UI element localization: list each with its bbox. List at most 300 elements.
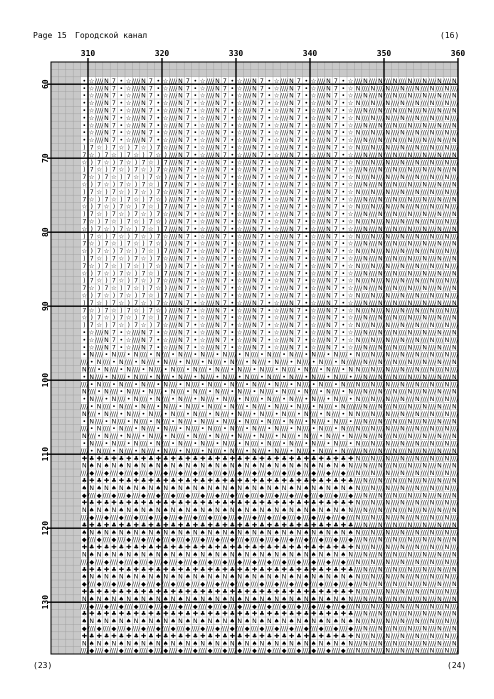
stitch-symbol: ♠ <box>119 596 125 603</box>
stitch-symbol: //// <box>354 211 363 218</box>
stitch-symbol: • <box>341 174 345 181</box>
stitch-symbol: N <box>437 359 442 366</box>
stitch-symbol: ♣ <box>274 522 280 529</box>
stitch-symbol: N <box>230 551 235 558</box>
stitch-symbol: //// <box>132 78 141 85</box>
stitch-symbol: ☆ <box>104 226 110 233</box>
stitch-symbol: N <box>378 625 383 632</box>
stitch-symbol: ✚ <box>230 455 235 462</box>
stitch-symbol: //// <box>428 492 437 499</box>
stitch-symbol: ☆ <box>237 337 243 344</box>
stitch-symbol: • <box>193 418 197 425</box>
stitch-symbol: N <box>348 463 353 470</box>
stitch-symbol: ◆ <box>97 492 102 499</box>
stitch-symbol: ☆ <box>348 329 354 336</box>
stitch-symbol: //// <box>236 625 245 632</box>
stitch-symbol: N <box>415 337 420 344</box>
stitch-symbol: //// <box>413 344 422 351</box>
stitch-symbol: //// <box>443 374 452 381</box>
stitch-symbol: ☆ <box>200 78 206 85</box>
stitch-symbol: //// <box>88 581 97 588</box>
stitch-symbol: N <box>371 648 376 655</box>
stitch-symbol: N <box>200 374 205 381</box>
stitch-symbol: //// <box>339 418 348 425</box>
stitch-symbol: ◆ <box>200 625 205 632</box>
stitch-symbol: //// <box>421 130 430 137</box>
stitch-symbol: N <box>223 396 228 403</box>
stitch-symbol: N <box>408 566 413 573</box>
stitch-symbol: ♠ <box>119 463 125 470</box>
stitch-symbol: //// <box>95 396 104 403</box>
stitch-symbol: ♣ <box>281 500 287 507</box>
stitch-symbol: • <box>267 189 271 196</box>
stitch-symbol: ♣ <box>267 455 273 462</box>
stitch-symbol: ☆ <box>89 218 95 225</box>
stitch-symbol: //// <box>428 329 437 336</box>
stitch-symbol: ✚ <box>134 611 139 618</box>
stitch-symbol: ✚ <box>296 611 301 618</box>
stitch-symbol: • <box>119 107 123 114</box>
stitch-symbol: ◆ <box>193 470 198 477</box>
stitch-symbol: • <box>223 403 227 410</box>
stitch-symbol: //// <box>280 300 289 307</box>
stitch-symbol: N <box>363 403 368 410</box>
stitch-symbol: N <box>104 618 109 625</box>
stitch-symbol: //// <box>339 440 348 447</box>
stitch-symbol: N <box>341 403 346 410</box>
stitch-symbol: 7 <box>334 278 338 285</box>
stitch-symbol: N <box>378 93 383 100</box>
stitch-symbol: • <box>290 426 294 433</box>
stitch-symbol: ✚ <box>97 500 102 507</box>
stitch-symbol: 7 <box>223 270 227 277</box>
stitch-symbol: • <box>112 359 116 366</box>
stitch-symbol: ☆ <box>119 233 125 240</box>
stitch-symbol: 7 <box>156 144 160 151</box>
stitch-symbol: //// <box>421 455 430 462</box>
stitch-symbol: ◆ <box>141 537 146 544</box>
stitch-symbol: //// <box>384 448 393 455</box>
stitch-symbol: //// <box>206 122 215 129</box>
stitch-symbol: • <box>230 433 234 440</box>
stitch-symbol: • <box>304 107 308 114</box>
stitch-symbol: ) <box>120 152 122 159</box>
stitch-symbol: //// <box>413 507 422 514</box>
stitch-symbol: //// <box>95 514 104 521</box>
stitch-symbol: N <box>304 596 309 603</box>
stitch-symbol: ☆ <box>104 204 110 211</box>
stitch-symbol: N <box>356 500 361 507</box>
stitch-symbol: //// <box>406 204 415 211</box>
stitch-symbol: ☆ <box>163 137 169 144</box>
stitch-symbol: • <box>304 241 308 248</box>
stitch-symbol: N <box>422 522 427 529</box>
stitch-symbol: ◆ <box>200 537 205 544</box>
stitch-symbol: N <box>415 248 420 255</box>
row-label: 130 <box>41 595 50 610</box>
stitch-symbol: N <box>104 344 109 351</box>
stitch-symbol: //// <box>391 352 400 359</box>
stitch-symbol: //// <box>176 581 185 588</box>
stitch-symbol: N <box>385 603 390 610</box>
stitch-symbol: //// <box>280 322 289 329</box>
stitch-symbol: ☆ <box>111 285 117 292</box>
stitch-symbol: //// <box>95 352 104 359</box>
stitch-symbol: • <box>230 204 234 211</box>
stitch-symbol: N <box>193 485 198 492</box>
stitch-symbol: N <box>200 551 205 558</box>
stitch-symbol: //// <box>147 625 156 632</box>
stitch-symbol: ◆ <box>252 559 257 566</box>
stitch-symbol: N <box>371 559 376 566</box>
stitch-symbol: • <box>127 418 131 425</box>
stitch-symbol: ☆ <box>348 233 354 240</box>
stitch-symbol: ◆ <box>149 514 154 521</box>
stitch-symbol: ☆ <box>274 241 280 248</box>
stitch-symbol: N <box>289 107 294 114</box>
stitch-symbol: ☆ <box>156 285 162 292</box>
stitch-symbol: //// <box>384 93 393 100</box>
stitch-symbol: //// <box>391 218 400 225</box>
stitch-symbol: N <box>319 596 324 603</box>
stitch-symbol: • <box>193 107 197 114</box>
stitch-symbol: //// <box>110 514 119 521</box>
stitch-symbol: //// <box>280 137 289 144</box>
stitch-symbol: N <box>371 263 376 270</box>
stitch-symbol: //// <box>347 559 356 566</box>
stitch-symbol: N <box>334 418 339 425</box>
stitch-symbol: N <box>89 529 94 536</box>
stitch-symbol: ♠ <box>96 485 102 492</box>
stitch-symbol: //// <box>384 270 393 277</box>
stitch-symbol: • <box>304 137 308 144</box>
stitch-symbol: N <box>178 78 183 85</box>
stitch-symbol: ☆ <box>274 337 280 344</box>
stitch-symbol: N <box>178 618 183 625</box>
stitch-symbol: ◆ <box>178 603 183 610</box>
stitch-symbol: N <box>445 189 450 196</box>
stitch-symbol: ♣ <box>126 611 132 618</box>
stitch-symbol: ☆ <box>82 248 88 255</box>
stitch-symbol: N <box>252 270 257 277</box>
stitch-symbol: N <box>371 204 376 211</box>
stitch-symbol: N <box>408 403 413 410</box>
stitch-symbol: //// <box>147 403 156 410</box>
stitch-symbol: • <box>327 352 331 359</box>
stitch-symbol: ◆ <box>341 559 346 566</box>
stitch-symbol: N <box>371 233 376 240</box>
stitch-symbol: ♣ <box>318 477 324 484</box>
stitch-symbol: ☆ <box>274 218 280 225</box>
stitch-symbol: N <box>452 107 457 114</box>
stitch-symbol: ☆ <box>163 100 169 107</box>
stitch-symbol: //// <box>243 78 252 85</box>
stitch-symbol: 7 <box>223 159 227 166</box>
stitch-symbol: N <box>415 603 420 610</box>
stitch-symbol: N <box>378 492 383 499</box>
stitch-symbol: ♣ <box>259 611 265 618</box>
stitch-symbol: N <box>230 426 235 433</box>
stitch-symbol: ☆ <box>200 292 206 299</box>
stitch-symbol: ✚ <box>348 588 353 595</box>
stitch-symbol: 7 <box>186 130 190 137</box>
stitch-symbol: ♣ <box>267 588 273 595</box>
stitch-symbol: ♣ <box>185 566 191 573</box>
stitch-symbol: ) <box>150 189 152 196</box>
stitch-symbol: //// <box>102 625 111 632</box>
stitch-symbol: ✚ <box>185 588 190 595</box>
stitch-symbol: //// <box>243 411 252 418</box>
stitch-symbol: N <box>452 285 457 292</box>
stitch-symbol: ☆ <box>311 263 317 270</box>
stitch-symbol: ♠ <box>326 551 332 558</box>
stitch-symbol: 7 <box>223 241 227 248</box>
stitch-symbol: //// <box>391 381 400 388</box>
stitch-symbol: ☆ <box>348 204 354 211</box>
stitch-symbol: //// <box>406 411 415 418</box>
stitch-symbol: //// <box>117 396 126 403</box>
stitch-symbol: ♣ <box>348 522 354 529</box>
stitch-symbol: N <box>297 381 302 388</box>
stitch-symbol: N <box>326 218 331 225</box>
stitch-symbol: 7 <box>127 196 131 203</box>
stitch-symbol: N <box>82 507 87 514</box>
stitch-symbol: ◆ <box>134 514 139 521</box>
stitch-symbol: 7 <box>134 189 138 196</box>
stitch-symbol: //// <box>435 248 444 255</box>
stitch-symbol: N <box>422 241 427 248</box>
stitch-symbol: 7 <box>223 204 227 211</box>
stitch-symbol: //// <box>125 359 134 366</box>
stitch-symbol: N <box>408 477 413 484</box>
stitch-symbol: • <box>156 329 160 336</box>
stitch-symbol: N <box>215 344 220 351</box>
stitch-symbol: N <box>356 529 361 536</box>
stitch-symbol: • <box>112 448 116 455</box>
stitch-symbol: • <box>82 115 86 122</box>
stitch-symbol: //// <box>243 603 252 610</box>
stitch-symbol: ◆ <box>104 470 109 477</box>
stitch-symbol: N <box>400 500 405 507</box>
stitch-symbol: //// <box>428 78 437 85</box>
stitch-symbol: N <box>178 574 183 581</box>
stitch-symbol: ✚ <box>282 566 287 573</box>
stitch-symbol: //// <box>317 144 326 151</box>
stitch-symbol: N <box>223 418 228 425</box>
stitch-symbol: //// <box>435 174 444 181</box>
stitch-symbol: • <box>267 107 271 114</box>
stitch-symbol: N <box>186 381 191 388</box>
stitch-symbol: N <box>297 529 302 536</box>
stitch-symbol: ) <box>120 196 122 203</box>
stitch-symbol: //// <box>169 122 178 129</box>
stitch-symbol: N <box>452 300 457 307</box>
stitch-symbol: ✚ <box>215 544 220 551</box>
stitch-symbol: N <box>319 507 324 514</box>
stitch-symbol: ♣ <box>296 588 302 595</box>
stitch-symbol: N <box>430 322 435 329</box>
stitch-symbol: //// <box>369 122 378 129</box>
stitch-symbol: N <box>112 507 117 514</box>
stitch-symbol: • <box>230 255 234 262</box>
stitch-symbol: //// <box>354 374 363 381</box>
stitch-symbol: //// <box>450 322 459 329</box>
stitch-symbol: ♣ <box>348 611 354 618</box>
stitch-symbol: //// <box>450 248 459 255</box>
stitch-symbol: N <box>452 596 457 603</box>
stitch-symbol: N <box>289 292 294 299</box>
stitch-symbol: • <box>230 241 234 248</box>
stitch-symbol: //// <box>391 337 400 344</box>
stitch-symbol: ✚ <box>200 455 205 462</box>
stitch-symbol: ) <box>105 300 107 307</box>
stitch-symbol: N <box>215 144 220 151</box>
stitch-symbol: //// <box>302 359 311 366</box>
stitch-symbol: 7 <box>260 115 264 122</box>
stitch-symbol: ☆ <box>348 285 354 292</box>
stitch-symbol: 7 <box>127 152 131 159</box>
stitch-symbol: //// <box>347 359 356 366</box>
stitch-symbol: ☆ <box>141 189 147 196</box>
stitch-symbol: N <box>208 403 213 410</box>
stitch-symbol: 7 <box>105 196 109 203</box>
stitch-symbol: N <box>304 433 309 440</box>
stitch-symbol: ◆ <box>178 648 183 655</box>
stitch-symbol: //// <box>450 633 459 640</box>
stitch-symbol: ◆ <box>348 492 353 499</box>
stitch-symbol: N <box>289 174 294 181</box>
stitch-symbol: N <box>289 440 294 447</box>
stitch-symbol: • <box>156 100 160 107</box>
stitch-symbol: ♠ <box>126 485 132 492</box>
stitch-symbol: //// <box>317 78 326 85</box>
stitch-symbol: ◆ <box>163 470 168 477</box>
stitch-symbol: ◆ <box>215 492 220 499</box>
stitch-symbol: • <box>112 381 116 388</box>
stitch-symbol: N <box>252 292 257 299</box>
stitch-symbol: 7 <box>149 263 153 270</box>
stitch-symbol: • <box>134 381 138 388</box>
stitch-symbol: ) <box>105 211 107 218</box>
stitch-symbol: N <box>252 211 257 218</box>
stitch-symbol: ✚ <box>89 522 94 529</box>
stitch-symbol: N <box>393 255 398 262</box>
stitch-symbol: //// <box>450 485 459 492</box>
stitch-symbol: //// <box>125 448 134 455</box>
stitch-symbol: ✚ <box>252 566 257 573</box>
stitch-symbol: ♣ <box>222 455 228 462</box>
stitch-symbol: 7 <box>112 211 116 218</box>
stitch-symbol: //// <box>280 152 289 159</box>
stitch-symbol: N <box>289 374 294 381</box>
stitch-symbol: //// <box>302 426 311 433</box>
stitch-symbol: 7 <box>223 196 227 203</box>
stitch-symbol: //// <box>450 559 459 566</box>
stitch-symbol: ) <box>164 218 166 225</box>
stitch-symbol: //// <box>369 492 378 499</box>
stitch-symbol: • <box>341 137 345 144</box>
stitch-symbol: //// <box>250 581 259 588</box>
stitch-symbol: 7 <box>134 211 138 218</box>
stitch-symbol: • <box>267 448 271 455</box>
stitch-symbol: ◆ <box>126 625 131 632</box>
stitch-symbol: N <box>400 233 405 240</box>
stitch-symbol: //// <box>273 440 282 447</box>
stitch-symbol: //// <box>435 130 444 137</box>
stitch-symbol: N <box>393 344 398 351</box>
stitch-symbol: ✚ <box>296 522 301 529</box>
stitch-symbol: ✚ <box>348 455 353 462</box>
stitch-symbol: 7 <box>223 307 227 314</box>
stitch-symbol: N <box>385 500 390 507</box>
stitch-symbol: ✚ <box>111 588 116 595</box>
stitch-symbol: • <box>119 137 123 144</box>
stitch-symbol: //// <box>361 204 370 211</box>
stitch-symbol: • <box>282 374 286 381</box>
stitch-symbol: 7 <box>112 255 116 262</box>
stitch-symbol: ☆ <box>148 270 154 277</box>
stitch-symbol: • <box>327 396 331 403</box>
stitch-symbol: ◆ <box>156 625 161 632</box>
stitch-symbol: • <box>304 144 308 151</box>
stitch-symbol: N <box>141 640 146 647</box>
stitch-symbol: • <box>253 366 257 373</box>
stitch-symbol: 7 <box>156 255 160 262</box>
stitch-symbol: ☆ <box>96 322 102 329</box>
stitch-symbol: • <box>82 122 86 129</box>
stitch-symbol: N <box>356 381 361 388</box>
stitch-symbol: //// <box>376 366 385 373</box>
stitch-symbol: N <box>415 100 420 107</box>
stitch-symbol: ♠ <box>170 529 176 536</box>
stitch-symbol: ◆ <box>82 537 87 544</box>
stitch-symbol: ♣ <box>111 566 117 573</box>
stitch-symbol: N <box>200 463 205 470</box>
stitch-symbol: //// <box>132 137 141 144</box>
stitch-symbol: ◆ <box>297 603 302 610</box>
stitch-symbol: ✚ <box>104 477 109 484</box>
stitch-symbol: • <box>304 174 308 181</box>
stitch-symbol: //// <box>450 470 459 477</box>
stitch-symbol: 7 <box>334 241 338 248</box>
stitch-symbol: ♣ <box>252 633 258 640</box>
stitch-symbol: ) <box>98 218 100 225</box>
stitch-symbol: N <box>408 93 413 100</box>
stitch-symbol: N <box>430 574 435 581</box>
stitch-symbol: //// <box>206 248 215 255</box>
stitch-symbol: ☆ <box>237 315 243 322</box>
stitch-symbol: //// <box>384 596 393 603</box>
stitch-symbol: N <box>252 93 257 100</box>
stitch-symbol: N <box>393 477 398 484</box>
stitch-symbol: ♠ <box>296 463 302 470</box>
stitch-symbol: • <box>230 152 234 159</box>
stitch-symbol: 7 <box>149 196 153 203</box>
stitch-symbol: //// <box>406 381 415 388</box>
stitch-symbol: //// <box>428 551 437 558</box>
stitch-symbol: ◆ <box>149 470 154 477</box>
stitch-symbol: //// <box>162 352 171 359</box>
stitch-symbol: //// <box>250 440 259 447</box>
stitch-symbol: //// <box>398 122 407 129</box>
stitch-symbol: //// <box>110 411 119 418</box>
stitch-symbol: • <box>341 226 345 233</box>
stitch-symbol: N <box>422 196 427 203</box>
stitch-symbol: ☆ <box>274 270 280 277</box>
stitch-symbol: • <box>267 322 271 329</box>
stitch-symbol: N <box>400 322 405 329</box>
stitch-symbol: N <box>400 514 405 521</box>
